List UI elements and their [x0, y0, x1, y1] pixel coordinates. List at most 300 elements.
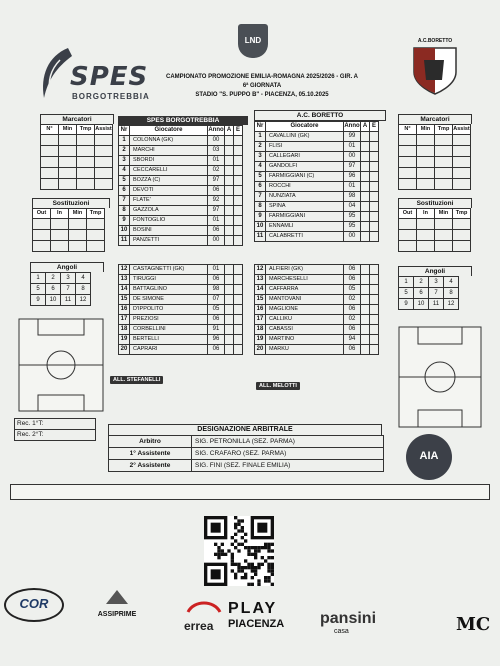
expulsion-cell [234, 176, 243, 186]
home-scorers-box [40, 114, 114, 190]
player-row [255, 265, 379, 275]
yellow-card-cell [225, 156, 234, 166]
player-number: 14 [119, 285, 130, 295]
player-row [255, 305, 379, 315]
player-row [119, 166, 243, 176]
player-row [119, 315, 243, 325]
player-number: 11 [255, 232, 266, 242]
yellow-card-cell [361, 295, 370, 305]
player-year: 91 [208, 325, 225, 335]
player-number: 12 [119, 265, 130, 275]
expulsion-cell [234, 325, 243, 335]
player-row [119, 335, 243, 345]
sponsor-cor-logo: COR [4, 588, 64, 622]
expulsion-cell [234, 345, 243, 355]
home-corners-box [30, 262, 104, 306]
col-header: N° [41, 125, 59, 135]
player-row [255, 325, 379, 335]
player-number: 6 [255, 182, 266, 192]
player-number: 6 [119, 186, 130, 196]
player-year: 98 [344, 192, 361, 202]
player-name: TIRUGGI [130, 275, 208, 285]
player-year: 00 [208, 136, 225, 146]
qr-code [204, 516, 274, 586]
player-number: 10 [255, 222, 266, 232]
player-row [255, 172, 379, 182]
player-row [255, 192, 379, 202]
expulsion-cell [370, 202, 379, 212]
player-row [119, 305, 243, 315]
player-year: 95 [344, 212, 361, 222]
expulsion-cell [370, 212, 379, 222]
player-year: 06 [344, 325, 361, 335]
referee-name: SIG. FINI (SEZ. FINALE EMILIA) [192, 460, 384, 472]
player-number: 1 [119, 136, 130, 146]
player-year: 06 [344, 305, 361, 315]
referee-title: DESIGNAZIONE ARBITRALE [108, 424, 382, 435]
away-subs-box [398, 198, 472, 252]
player-name: SPINA [266, 202, 344, 212]
player-name: BOZZA (C) [130, 176, 208, 186]
yellow-card-cell [225, 226, 234, 236]
expulsion-cell [370, 232, 379, 242]
home-subs-table [32, 208, 105, 252]
expulsion-cell [234, 226, 243, 236]
player-year: 98 [208, 285, 225, 295]
yellow-card-cell [225, 216, 234, 226]
home-scorers-table [40, 124, 113, 190]
player-number: 13 [255, 275, 266, 285]
player-year: 97 [344, 162, 361, 172]
away-pitch-diagram [398, 326, 482, 428]
player-year: 96 [344, 172, 361, 182]
home-starters-table [118, 125, 243, 246]
stoppage-first-half: Rec. 1°T: [15, 419, 95, 430]
player-name: CAVALLINI (GK) [266, 132, 344, 142]
expulsion-cell [370, 335, 379, 345]
col-header: Min [417, 125, 435, 135]
away-corners-box [398, 266, 472, 310]
yellow-card-cell [361, 232, 370, 242]
player-row [119, 186, 243, 196]
col-header: Anno [344, 122, 361, 132]
player-year: 06 [208, 345, 225, 355]
player-number: 5 [119, 176, 130, 186]
player-name: DEVOTI [130, 186, 208, 196]
player-name: BERTELLI [130, 335, 208, 345]
player-name: MARTINO [266, 335, 344, 345]
player-row [255, 142, 379, 152]
player-year: 00 [344, 232, 361, 242]
player-row [255, 162, 379, 172]
player-name: CAFFARRA [266, 285, 344, 295]
col-header: A [361, 122, 370, 132]
referee-row [109, 448, 384, 460]
yellow-card-cell [225, 285, 234, 295]
competition-line: CAMPIONATO PROMOZIONE EMILIA-ROMAGNA 2025/2026 - GIR. A [165, 74, 359, 80]
lnd-logo: LND [238, 24, 268, 58]
club-subname: BORGOTREBBIA [72, 92, 150, 101]
player-year: 03 [208, 146, 225, 156]
yellow-card-cell [361, 265, 370, 275]
col-header: Min [435, 209, 453, 219]
player-year: 01 [208, 216, 225, 226]
player-name: MANTOVANI [266, 295, 344, 305]
away-lineup [254, 110, 386, 242]
player-row [119, 285, 243, 295]
player-name: CABASSI [266, 325, 344, 335]
player-row [119, 196, 243, 206]
col-header: Giocatore [130, 126, 208, 136]
away-scorers-box [398, 114, 472, 190]
player-number: 11 [119, 236, 130, 246]
player-year: 06 [208, 186, 225, 196]
player-year: 95 [344, 222, 361, 232]
expulsion-cell [234, 206, 243, 216]
col-header: Min [59, 125, 77, 135]
yellow-card-cell [361, 335, 370, 345]
player-row [255, 275, 379, 285]
notes-box [10, 484, 490, 500]
yellow-card-cell [361, 285, 370, 295]
player-year: 01 [208, 156, 225, 166]
expulsion-cell [370, 265, 379, 275]
player-name: CALABRETTI [266, 232, 344, 242]
player-name: COLONNA (GK) [130, 136, 208, 146]
expulsion-cell [370, 152, 379, 162]
expulsion-cell [370, 222, 379, 232]
player-row [119, 226, 243, 236]
player-year: 00 [344, 152, 361, 162]
yellow-card-cell [361, 212, 370, 222]
yellow-card-cell [225, 186, 234, 196]
player-number: 15 [119, 295, 130, 305]
player-number: 10 [119, 226, 130, 236]
expulsion-cell [370, 162, 379, 172]
player-name: CALLIKU [266, 315, 344, 325]
col-header: Giocatore [266, 122, 344, 132]
player-name: CORBELLINI [130, 325, 208, 335]
col-header: Nr [119, 126, 130, 136]
player-name: BATTAGLINO [130, 285, 208, 295]
player-number: 3 [255, 152, 266, 162]
expulsion-cell [234, 216, 243, 226]
sponsor-play-piacenza-logo: PLAY PIACENZA [228, 600, 285, 630]
player-row [119, 265, 243, 275]
player-row [119, 146, 243, 156]
away-subs-table [398, 208, 471, 252]
player-name: CASTAGNETTI (GK) [130, 265, 208, 275]
away-bench [254, 264, 379, 355]
sponsor-errea-logo: errea [184, 598, 228, 633]
player-name: FLATE' [130, 196, 208, 206]
player-name: PANZETTI [130, 236, 208, 246]
player-row [255, 202, 379, 212]
col-header: Nr [255, 122, 266, 132]
player-row [119, 216, 243, 226]
yellow-card-cell [361, 162, 370, 172]
home-lineup [118, 116, 248, 246]
player-number: 17 [255, 315, 266, 325]
club-name: SPES [70, 62, 149, 92]
yellow-card-cell [225, 136, 234, 146]
expulsion-cell [234, 265, 243, 275]
player-year: 99 [344, 132, 361, 142]
away-corners-title: Angoli [398, 266, 472, 276]
referee-designation [108, 424, 384, 472]
yellow-card-cell [361, 275, 370, 285]
col-header: Assist [95, 125, 113, 135]
away-subs-title: Sostituzioni [398, 198, 472, 208]
col-header: Min [69, 209, 87, 219]
expulsion-cell [370, 285, 379, 295]
home-corners-title: Angoli [30, 262, 104, 272]
yellow-card-cell [361, 222, 370, 232]
player-name: MAGLIONE [266, 305, 344, 315]
expulsion-cell [234, 146, 243, 156]
col-header: Tmp [435, 125, 453, 135]
player-year: 06 [344, 275, 361, 285]
yellow-card-cell [225, 295, 234, 305]
yellow-card-cell [225, 325, 234, 335]
player-number: 8 [255, 202, 266, 212]
referee-role: 2° Assistente [109, 460, 192, 472]
away-starters-table [254, 121, 379, 242]
expulsion-cell [370, 192, 379, 202]
yellow-card-cell [361, 132, 370, 142]
expulsion-cell [234, 186, 243, 196]
player-number: 5 [255, 172, 266, 182]
col-header: Out [33, 209, 51, 219]
player-year: 97 [208, 176, 225, 186]
player-row [119, 295, 243, 305]
player-name: ROCCHI [266, 182, 344, 192]
player-year: 06 [208, 315, 225, 325]
player-year: 94 [344, 335, 361, 345]
col-header: In [51, 209, 69, 219]
home-subs-list [118, 264, 243, 355]
player-row [255, 232, 379, 242]
player-name: SBORDI [130, 156, 208, 166]
yellow-card-cell [225, 335, 234, 345]
player-name: GAZZOLA [130, 206, 208, 216]
home-bench [118, 264, 243, 355]
player-year: 02 [208, 166, 225, 176]
player-row [255, 295, 379, 305]
player-name: MARCHESELLI [266, 275, 344, 285]
expulsion-cell [234, 236, 243, 246]
home-subs-title: Sostituzioni [32, 198, 110, 208]
expulsion-cell [370, 275, 379, 285]
player-name: FLISI [266, 142, 344, 152]
yellow-card-cell [361, 182, 370, 192]
player-number: 19 [119, 335, 130, 345]
player-year: 07 [208, 295, 225, 305]
player-year: 02 [344, 295, 361, 305]
player-number: 20 [119, 345, 130, 355]
col-header: Tmp [453, 209, 471, 219]
player-number: 2 [255, 142, 266, 152]
player-name: FARMIGGIANI [266, 212, 344, 222]
yellow-card-cell [361, 325, 370, 335]
expulsion-cell [370, 172, 379, 182]
player-number: 13 [119, 275, 130, 285]
player-year: 05 [344, 285, 361, 295]
player-year: 02 [344, 315, 361, 325]
yellow-card-cell [225, 265, 234, 275]
home-pitch-diagram [18, 318, 104, 412]
home-team-name: SPES BORGOTREBBIA [118, 116, 248, 125]
sponsor-mc-logo: MC [456, 614, 491, 635]
player-name: MARKU [266, 345, 344, 355]
away-corners-grid: 1 2 3 4 5 6 7 8 9 10 11 12 [398, 276, 459, 310]
stoppage-second-half: Rec. 2°T: [17, 431, 44, 438]
away-coach: ALL. MELOTTI [256, 382, 300, 390]
player-year: 01 [344, 182, 361, 192]
sponsor-assiprime-logo: ASSIPRIME [92, 588, 142, 618]
yellow-card-cell [225, 345, 234, 355]
expulsion-cell [234, 136, 243, 146]
expulsion-cell [234, 285, 243, 295]
player-name: MARCHI [130, 146, 208, 156]
yellow-card-cell [225, 206, 234, 216]
referee-role: Arbitro [109, 436, 192, 448]
referee-row [109, 460, 384, 472]
referee-row [109, 436, 384, 448]
player-year: 00 [208, 236, 225, 246]
stadium-line: STADIO "S. PUPPO B" - PIACENZA, 05.10.2025 [195, 92, 329, 98]
boretto-shield-icon [410, 36, 460, 96]
yellow-card-cell [361, 345, 370, 355]
home-subs-box [32, 198, 110, 252]
player-year: 97 [208, 206, 225, 216]
player-row [119, 136, 243, 146]
player-number: 9 [255, 212, 266, 222]
player-number: 8 [119, 206, 130, 216]
player-number: 17 [119, 315, 130, 325]
player-year: 04 [344, 202, 361, 212]
player-number: 19 [255, 335, 266, 345]
col-header: N° [399, 125, 417, 135]
expulsion-cell [370, 345, 379, 355]
player-number: 18 [255, 325, 266, 335]
aia-logo: AIA [406, 434, 452, 480]
home-coach: ALL. STEFANELLI [110, 376, 163, 384]
player-row [255, 285, 379, 295]
player-row [119, 206, 243, 216]
player-row [119, 325, 243, 335]
referee-name: SIG. PETRONILLA (SEZ. PARMA) [192, 436, 384, 448]
boretto-crest: A.C.BORETTO [410, 36, 460, 96]
expulsion-cell [234, 335, 243, 345]
expulsion-cell [370, 132, 379, 142]
col-header: Tmp [77, 125, 95, 135]
player-row [255, 345, 379, 355]
player-row [255, 132, 379, 142]
expulsion-cell [234, 196, 243, 206]
player-number: 3 [119, 156, 130, 166]
yellow-card-cell [361, 172, 370, 182]
player-name: DE SIMONE [130, 295, 208, 305]
col-header: Out [399, 209, 417, 219]
player-number: 14 [255, 285, 266, 295]
player-row [255, 152, 379, 162]
yellow-card-cell [361, 305, 370, 315]
yellow-card-cell [225, 176, 234, 186]
col-header: Anno [208, 126, 225, 136]
expulsion-cell [234, 156, 243, 166]
yellow-card-cell [361, 315, 370, 325]
player-name: PREZIOSI [130, 315, 208, 325]
yellow-card-cell [361, 142, 370, 152]
player-number: 2 [119, 146, 130, 156]
expulsion-cell [370, 325, 379, 335]
player-year: 96 [208, 335, 225, 345]
referee-name: SIG. CRAFARO (SEZ. PARMA) [192, 448, 384, 460]
yellow-card-cell [225, 315, 234, 325]
expulsion-cell [234, 295, 243, 305]
player-number: 16 [255, 305, 266, 315]
player-year: 01 [344, 142, 361, 152]
player-name: GANDOLFI [266, 162, 344, 172]
yellow-card-cell [361, 192, 370, 202]
yellow-card-cell [225, 196, 234, 206]
col-header: E [234, 126, 243, 136]
expulsion-cell [234, 305, 243, 315]
player-year: 92 [208, 196, 225, 206]
away-team-name: A.C. BORETTO [254, 110, 386, 121]
player-year: 05 [208, 305, 225, 315]
player-number: 7 [255, 192, 266, 202]
player-row [119, 156, 243, 166]
player-number: 16 [119, 305, 130, 315]
col-header: Assist [453, 125, 471, 135]
expulsion-cell [370, 182, 379, 192]
col-header: A [225, 126, 234, 136]
player-number: 15 [255, 295, 266, 305]
player-name: CAPRARI [130, 345, 208, 355]
away-scorers-table [398, 124, 471, 190]
yellow-card-cell [361, 202, 370, 212]
player-row [255, 335, 379, 345]
player-number: 12 [255, 265, 266, 275]
yellow-card-cell [361, 152, 370, 162]
player-number: 20 [255, 345, 266, 355]
yellow-card-cell [225, 236, 234, 246]
player-year: 06 [208, 275, 225, 285]
referee-table [108, 435, 384, 472]
player-name: NUNZIATA [266, 192, 344, 202]
player-row [255, 182, 379, 192]
player-name: ALFIERI (GK) [266, 265, 344, 275]
expulsion-cell [370, 295, 379, 305]
player-name: D'IPPOLITO [130, 305, 208, 315]
away-scorers-title: Marcatori [398, 114, 472, 124]
player-year: 06 [344, 265, 361, 275]
expulsion-cell [234, 275, 243, 285]
player-number: 9 [119, 216, 130, 226]
player-row [119, 275, 243, 285]
player-name: CALLEGARI [266, 152, 344, 162]
player-number: 1 [255, 132, 266, 142]
player-row [119, 345, 243, 355]
player-number: 4 [255, 162, 266, 172]
yellow-card-cell [225, 146, 234, 156]
player-name: BOSINI [130, 226, 208, 236]
player-number: 7 [119, 196, 130, 206]
yellow-card-cell [225, 275, 234, 285]
expulsion-cell [234, 315, 243, 325]
